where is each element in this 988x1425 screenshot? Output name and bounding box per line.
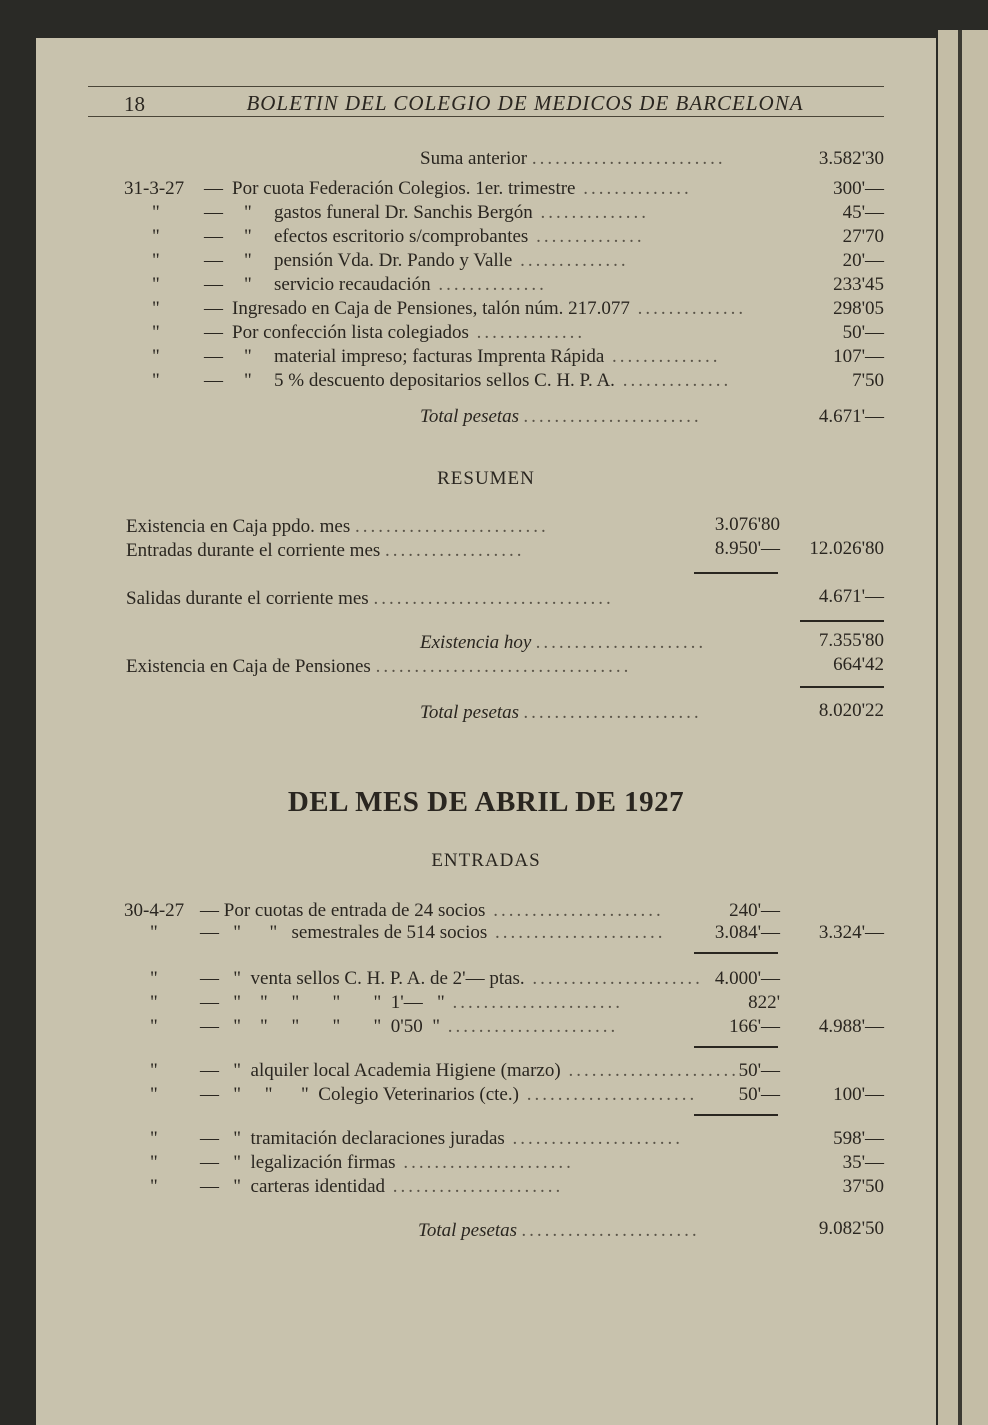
salida-dash: — <box>204 250 223 271</box>
salida-desc: servicio recaudación .............. <box>274 274 547 295</box>
salida-dash: — <box>204 298 223 319</box>
salida-desc: Por cuota Federación Colegios. 1er. trimestre .............. <box>232 178 692 199</box>
salida-ditto: " <box>244 250 252 271</box>
salida-desc: Por confección lista colegiados .............. <box>232 322 586 343</box>
entrada-date: " <box>150 1128 158 1149</box>
entrada-desc: — Por cuotas de entrada de 24 socios ...................... <box>200 900 664 921</box>
salida-ditto: " <box>244 202 252 223</box>
entrada-sum: 100'— <box>833 1084 884 1105</box>
entrada-desc: — " " " Colegio Veterinarios (cte.) ...................... <box>200 1084 698 1105</box>
salida-date: 31-3-27 <box>124 178 185 199</box>
salida-dash: — <box>204 226 223 247</box>
entrada-value: 4.000'— <box>714 968 780 989</box>
entradas-mes-label: Entradas durante el corriente mes .................. <box>126 540 525 561</box>
salida-value: 7'50 <box>852 370 884 391</box>
existencia-hoy-label: Existencia hoy ...................... <box>420 632 707 653</box>
abril-total-value: 9.082'50 <box>818 1218 884 1239</box>
suma-anterior-label: Suma anterior ......................... <box>420 148 726 169</box>
salida-desc: material impreso; facturas Imprenta Rápida .............. <box>274 346 721 367</box>
facing-page-edge <box>938 30 988 1425</box>
entrada-desc: — " " semestrales de 514 socios ...................... <box>200 922 666 943</box>
entrada-desc: — " alquiler local Academia Higiene (marzo) ...................... <box>200 1060 739 1081</box>
entrada-desc: — " legalización firmas ...................... <box>200 1152 574 1173</box>
existencia-ppdo-value: 3.076'80 <box>714 514 780 535</box>
salida-value: 27'70 <box>842 226 884 247</box>
entrada-desc: — " " " " " 0'50 " ...................... <box>200 1016 619 1037</box>
salida-desc: gastos funeral Dr. Sanchis Bergón .............. <box>274 202 649 223</box>
header-title: BOLETIN DEL COLEGIO DE MEDICOS DE BARCELONA <box>246 91 804 115</box>
salida-value: 20'— <box>842 250 884 271</box>
entrada-date: " <box>150 1152 158 1173</box>
salidas-mes-label: Salidas durante el corriente mes ............................... <box>126 588 614 609</box>
salida-dash: — <box>204 178 223 199</box>
existencia-ppdo-label: Existencia en Caja ppdo. mes ......................... <box>126 516 549 537</box>
salida-date: " <box>152 298 160 319</box>
entrada-desc: — " venta sellos C. H. P. A. de 2'— ptas. ...................... <box>200 968 703 989</box>
salida-dash: — <box>204 322 223 343</box>
salida-date: " <box>152 346 160 367</box>
entrada-sum: 4.988'— <box>818 1016 884 1037</box>
salida-dash: — <box>204 370 223 391</box>
header-rule-bottom <box>88 116 884 117</box>
salida-value: 298'05 <box>833 298 884 319</box>
salida-date: " <box>152 370 160 391</box>
entrada-value: 822' <box>748 992 780 1013</box>
abril-title: DEL MES DE ABRIL DE 1927 <box>287 786 685 818</box>
suma-anterior-value: 3.582'30 <box>818 148 884 169</box>
entrada-value: 166'— <box>729 1016 780 1037</box>
entradas-sum-value: 12.026'80 <box>809 538 884 559</box>
resumen-total-label: Total pesetas ....................... <box>420 702 703 723</box>
salida-ditto: " <box>244 370 252 391</box>
salidas-total-label: Total pesetas ....................... <box>420 406 703 427</box>
salida-desc: efectos escritorio s/comprobantes .............. <box>274 226 645 247</box>
entrada-desc: — " " " " " 1'— " ...................... <box>200 992 623 1013</box>
salida-value: 300'— <box>833 178 884 199</box>
salida-ditto: " <box>244 274 252 295</box>
entrada-desc: — " carteras identidad ...................... <box>200 1176 564 1197</box>
resumen-rule-2 <box>800 620 884 622</box>
salida-value: 45'— <box>842 202 884 223</box>
salida-date: " <box>152 202 160 223</box>
entrada-date: 30-4-27 <box>124 900 185 921</box>
salida-desc: Ingresado en Caja de Pensiones, talón núm. 217.077 .............. <box>232 298 747 319</box>
salida-date: " <box>152 250 160 271</box>
existencia-pensiones-label: Existencia en Caja de Pensiones ................................. <box>126 656 632 677</box>
entradas-heading: ENTRADAS <box>431 850 541 871</box>
group-rule <box>694 1114 778 1116</box>
book-spine-shadow <box>958 30 962 1425</box>
entrada-date: " <box>150 1084 158 1105</box>
salida-date: " <box>152 274 160 295</box>
salida-desc: 5 % descuento depositarios sellos C. H. P. A. .............. <box>274 370 732 391</box>
entrada-date: " <box>150 992 158 1013</box>
salida-dash: — <box>204 346 223 367</box>
entrada-value: 598'— <box>833 1128 884 1149</box>
entrada-value: 35'— <box>842 1152 884 1173</box>
entrada-value: 50'— <box>738 1084 780 1105</box>
entrada-date: " <box>150 1016 158 1037</box>
entrada-date: " <box>150 1176 158 1197</box>
entrada-date: " <box>150 968 158 989</box>
header-rule-top <box>88 86 884 87</box>
existencia-pensiones-value: 664'42 <box>833 654 884 675</box>
abril-total-label: Total pesetas ....................... <box>418 1220 701 1241</box>
entrada-value: 240'— <box>729 900 780 921</box>
salida-ditto: " <box>244 346 252 367</box>
entrada-value: 3.084'— <box>714 922 780 943</box>
salida-dash: — <box>204 274 223 295</box>
salida-ditto: " <box>244 226 252 247</box>
entrada-desc: — " tramitación declaraciones juradas ...................... <box>200 1128 684 1149</box>
group-rule <box>694 952 778 954</box>
resumen-rule-1 <box>694 572 778 574</box>
entrada-date: " <box>150 1060 158 1081</box>
page-number: 18 <box>124 92 145 116</box>
salida-date: " <box>152 322 160 343</box>
salida-value: 50'— <box>842 322 884 343</box>
resumen-total-value: 8.020'22 <box>818 700 884 721</box>
salida-value: 233'45 <box>833 274 884 295</box>
resumen-rule-3 <box>800 686 884 688</box>
salidas-mes-value: 4.671'— <box>818 586 884 607</box>
entrada-date: " <box>150 922 158 943</box>
entrada-value: 50'— <box>738 1060 780 1081</box>
entrada-sum: 3.324'— <box>818 922 884 943</box>
entrada-value: 37'50 <box>842 1176 884 1197</box>
salida-dash: — <box>204 202 223 223</box>
existencia-hoy-value: 7.355'80 <box>818 630 884 651</box>
group-rule <box>694 1046 778 1048</box>
salida-value: 107'— <box>833 346 884 367</box>
salida-desc: pensión Vda. Dr. Pando y Valle .............. <box>274 250 629 271</box>
salidas-total-value: 4.671'— <box>818 406 884 427</box>
entradas-mes-value: 8.950'— <box>714 538 780 559</box>
resumen-heading: RESUMEN <box>437 468 535 489</box>
salida-date: " <box>152 226 160 247</box>
